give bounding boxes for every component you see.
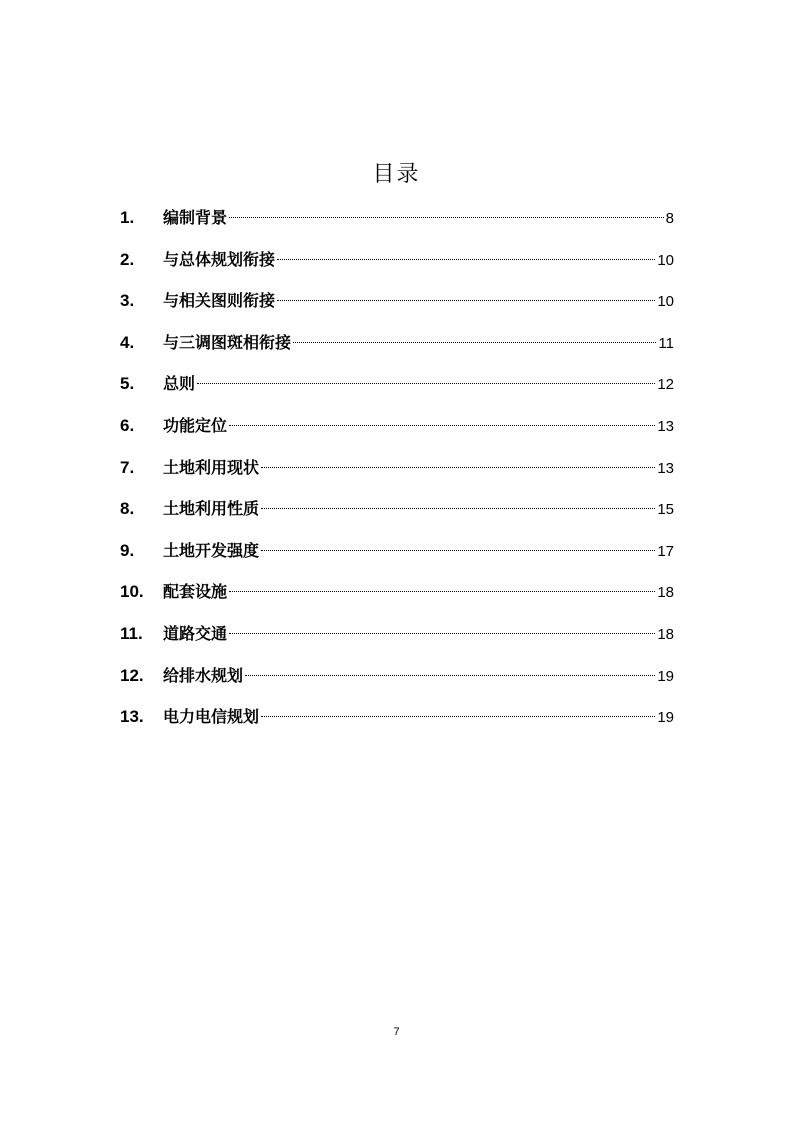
toc-entry-number: 5. bbox=[120, 374, 135, 394]
toc-entry-number: 12. bbox=[120, 665, 144, 685]
toc-entry-title[interactable]: 土地利用性质 bbox=[163, 499, 260, 519]
toc-entry-page[interactable]: 17 bbox=[657, 542, 674, 560]
toc-entry-number: 11. bbox=[120, 623, 143, 643]
toc-entry-page[interactable]: 18 bbox=[657, 584, 674, 602]
toc-entry[interactable] bbox=[120, 491, 674, 533]
toc-entry[interactable] bbox=[120, 574, 674, 616]
toc-entry-number: 9. bbox=[120, 540, 135, 560]
dot-leader bbox=[197, 383, 655, 384]
toc-entry-title[interactable]: 道路交通 bbox=[163, 623, 228, 643]
toc-entry-title[interactable]: 功能定位 bbox=[163, 415, 228, 435]
toc-entry-page[interactable]: 10 bbox=[657, 251, 674, 269]
toc-entry[interactable] bbox=[120, 533, 674, 575]
toc-entry-title[interactable]: 电力电信规划 bbox=[163, 707, 260, 727]
toc-entry-number: 1. bbox=[120, 208, 135, 227]
toc-entry-number: 10. bbox=[120, 582, 144, 602]
toc-entry[interactable] bbox=[120, 283, 674, 325]
toc-entry[interactable] bbox=[120, 699, 674, 741]
toc-entry-title[interactable]: 土地利用现状 bbox=[163, 457, 260, 477]
toc-entry[interactable] bbox=[120, 616, 674, 658]
toc-entry[interactable] bbox=[120, 366, 674, 408]
dot-leader bbox=[277, 300, 655, 301]
toc-entry-page[interactable]: 19 bbox=[657, 667, 674, 685]
toc-entry-title[interactable]: 编制背景 bbox=[163, 208, 228, 227]
toc-entry[interactable] bbox=[120, 200, 674, 242]
toc-entry-page[interactable]: 13 bbox=[657, 417, 674, 435]
toc-entry-title[interactable]: 配套设施 bbox=[163, 582, 228, 602]
toc-entry-number: 7. bbox=[120, 457, 135, 477]
toc-entry-number: 2. bbox=[120, 249, 135, 269]
dot-leader bbox=[229, 425, 655, 426]
toc-title: 目录 bbox=[372, 162, 421, 187]
toc-entry-title[interactable]: 与总体规划衔接 bbox=[163, 249, 276, 269]
toc-entry-title[interactable]: 给排水规划 bbox=[163, 665, 244, 685]
toc-entry-number: 13. bbox=[120, 707, 144, 727]
toc-list bbox=[120, 200, 674, 741]
dot-leader bbox=[293, 342, 656, 343]
toc-entry-number: 8. bbox=[120, 499, 135, 519]
toc-entry[interactable] bbox=[120, 408, 674, 450]
toc-entry-number: 3. bbox=[120, 291, 135, 311]
toc-entry-page[interactable]: 11 bbox=[658, 334, 674, 352]
toc-entry[interactable] bbox=[120, 450, 674, 492]
toc-entry-page[interactable]: 18 bbox=[657, 625, 674, 643]
dot-leader bbox=[261, 467, 655, 468]
toc-entry-title[interactable]: 与相关图则衔接 bbox=[163, 291, 276, 311]
dot-leader bbox=[261, 550, 655, 551]
toc-entry-number: 6. bbox=[120, 415, 135, 435]
toc-entry-page[interactable]: 15 bbox=[657, 501, 674, 519]
dot-leader bbox=[277, 259, 655, 260]
dot-leader bbox=[229, 591, 655, 592]
toc-entry-title[interactable]: 与三调图斑相衔接 bbox=[163, 332, 292, 352]
toc-entry[interactable] bbox=[120, 658, 674, 700]
toc-entry-page[interactable]: 10 bbox=[657, 293, 674, 311]
toc-entry[interactable] bbox=[120, 242, 674, 284]
toc-entry[interactable] bbox=[120, 325, 674, 367]
dot-leader bbox=[261, 508, 655, 509]
toc-entry-page[interactable]: 13 bbox=[657, 459, 674, 477]
dot-leader bbox=[245, 675, 655, 676]
toc-entry-title[interactable]: 土地开发强度 bbox=[163, 540, 260, 560]
toc-entry-page[interactable]: 19 bbox=[657, 709, 674, 727]
toc-entry-title[interactable]: 总则 bbox=[163, 374, 196, 394]
dot-leader bbox=[229, 633, 655, 634]
dot-leader bbox=[229, 217, 664, 218]
page-number: 7 bbox=[393, 1026, 400, 1038]
dot-leader bbox=[261, 716, 655, 717]
toc-entry-page[interactable]: 12 bbox=[657, 376, 674, 394]
toc-entry-number: 4. bbox=[120, 332, 135, 352]
toc-entry-page[interactable]: 8 bbox=[665, 210, 674, 227]
